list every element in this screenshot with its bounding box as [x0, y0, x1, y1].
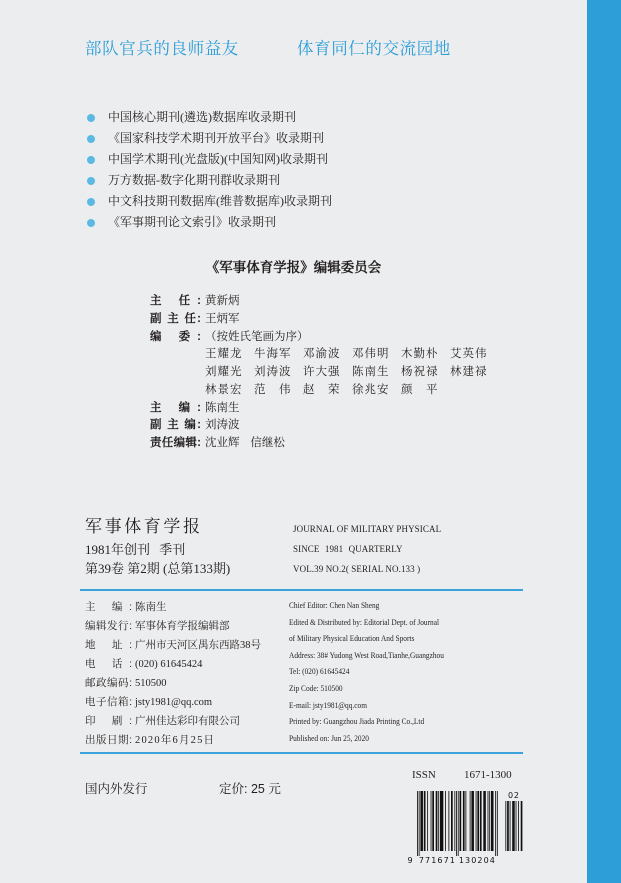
divider-rule	[80, 589, 523, 591]
barcode-bar	[448, 791, 449, 851]
barcode-bar	[454, 791, 455, 851]
barcode-bar	[518, 801, 519, 851]
barcode-bar	[480, 791, 482, 851]
imprint-en-line: Address: 38# Yudong West Road,Tianhe,Guangzhou	[289, 650, 444, 660]
committee-member-name: 牛海军	[254, 348, 291, 361]
imprint-value: 军事体育学报编辑部	[135, 621, 230, 632]
committee-responsible-editor-label: 责任编辑:	[150, 437, 201, 449]
slogan-left: 部队官兵的良师益友	[85, 40, 239, 58]
imprint-en-line: Edited & Distributed by: Editorial Dept. of Journal	[289, 617, 440, 627]
barcode-bar	[432, 791, 434, 851]
barcode-bar	[507, 801, 509, 851]
imprint-en-line: Published on: Jun 25, 2020	[289, 733, 369, 743]
committee-members-row	[150, 346, 499, 364]
barcode-bar	[465, 791, 466, 851]
imprint-row	[85, 636, 261, 655]
imprint-value: 广州佳达彩印有限公司	[135, 716, 240, 727]
barcode-bar	[491, 791, 494, 851]
imprint-row	[85, 712, 261, 731]
bullet-dot-icon	[87, 135, 95, 143]
committee-member-name: 杨祝禄	[401, 366, 438, 378]
committee-members-header-row	[150, 329, 499, 347]
barcode-guard-bar	[495, 791, 496, 856]
committee-member-name: 赵 荣	[303, 383, 340, 396]
imprint-label: 电子信箱:	[85, 696, 132, 708]
imprint-row	[85, 674, 261, 693]
imprint-row	[85, 693, 261, 712]
barcode-bar	[436, 791, 438, 851]
barcode-guard-bar	[456, 791, 457, 856]
committee-member-name: 颜 平	[401, 383, 438, 396]
committee-member-name: 徐兆安	[352, 383, 389, 396]
masthead-en-title: JOURNAL OF MILITARY PHYSICAL	[293, 524, 442, 534]
indexing-item-text: 万方数据-数字化期刊群收录期刊	[108, 173, 280, 187]
indexing-item	[87, 128, 332, 149]
barcode-bar	[510, 801, 511, 851]
barcode-bar	[420, 791, 423, 851]
imprint-value: 510500	[135, 678, 167, 689]
barcode-bar	[488, 791, 489, 851]
imprint-en-line: E-mail: jsty1981@qq.com	[289, 700, 367, 710]
barcode-bar	[427, 791, 428, 851]
barcode-digit-prefix: 9	[407, 856, 413, 865]
committee-deputy-chief-editor-label: 副 主 编:	[150, 419, 201, 432]
barcode-bar	[477, 791, 479, 851]
imprint-value: 陈南生	[135, 602, 167, 613]
barcode-bar	[463, 791, 465, 851]
editorial-committee	[150, 293, 499, 453]
masthead-cn-founded: 1981年创刊 季刊	[85, 542, 186, 557]
divider-rule	[80, 752, 523, 754]
committee-members-row	[150, 364, 499, 382]
committee-member-name: 林景宏	[205, 383, 242, 396]
committee-members-label: 编 委:	[150, 330, 201, 343]
barcode-addon-digits: 02	[508, 791, 520, 800]
barcode-bar	[424, 791, 426, 851]
imprint-label: 印 刷:	[85, 715, 132, 727]
barcode-guard-bar	[419, 791, 420, 856]
imprint-en-line: of Military Physical Education And Sports	[289, 634, 415, 644]
imprint-value: 广州市天河区禺东西路38号	[135, 640, 261, 651]
imprint-value: 2020年6月25日	[135, 735, 216, 746]
masthead-cn-issue: 第39卷 第2期 (总第133期)	[85, 561, 231, 576]
committee-members-row	[150, 382, 499, 400]
barcode-bar	[440, 791, 443, 851]
committee-member-name: 刘耀光	[205, 366, 242, 378]
committee-deputy-director-name: 王炳军	[205, 312, 240, 325]
barcode-bar	[471, 791, 474, 851]
committee-members-note: （按姓氏笔画为序）	[205, 330, 309, 343]
masthead-cn-title: 军事体育学报	[85, 517, 203, 536]
bullet-dot-icon	[87, 177, 95, 185]
barcode-bar	[451, 791, 453, 851]
barcode-bar	[445, 791, 446, 851]
imprint-row	[85, 617, 261, 636]
imprint-row	[85, 731, 261, 750]
barcode-bar	[476, 791, 477, 851]
committee-member-name: 木勤朴	[401, 348, 438, 361]
committee-deputy-chief-editor-row	[150, 417, 499, 435]
barcode-bar	[431, 791, 432, 851]
indexing-item-text: 《军事期刊论文索引》收录期刊	[108, 215, 277, 229]
barcode-bar	[521, 801, 523, 851]
imprint-label: 电 话:	[85, 658, 132, 670]
committee-chief-editor-label: 主 编:	[150, 401, 201, 414]
committee-member-name: 邓渝波	[303, 348, 340, 361]
imprint-en-line: Tel: (020) 61645424	[289, 667, 350, 677]
imprint-value: jsty1981@qq.com	[135, 697, 213, 708]
imprint-label: 出版日期:	[85, 734, 132, 746]
issn-barcode	[404, 786, 526, 868]
committee-director-row	[150, 293, 499, 311]
indexing-item	[87, 212, 332, 233]
imprint-label: 邮政编码:	[85, 677, 132, 689]
committee-title: 《军事体育学报》编辑委员会	[205, 260, 382, 275]
barcode-guard-bar	[458, 791, 459, 856]
distribution-note: 国内外发行	[85, 782, 148, 796]
imprint-en-line: Chief Editor: Chen Nan Sheng	[289, 601, 380, 610]
imprint-chinese	[85, 598, 261, 750]
imprint-row	[85, 598, 261, 617]
barcode-digits-left: 771671	[418, 856, 456, 865]
slogan-right: 体育同仁的交流园地	[297, 40, 451, 58]
committee-deputy-director-row	[150, 311, 499, 329]
barcode-bar	[489, 791, 490, 851]
indexing-item	[87, 107, 332, 128]
committee-member-name: 邓伟明	[352, 348, 389, 361]
committee-responsible-editor-row	[150, 435, 499, 453]
committee-member-name: 许大强	[303, 366, 340, 378]
indexing-item-text: 《国家科技学术期刊开放平台》收录期刊	[108, 131, 325, 145]
committee-member-name: 范 伟	[254, 383, 291, 396]
bullet-dot-icon	[87, 198, 95, 206]
committee-director-name: 黄新炳	[205, 295, 240, 307]
side-color-band	[587, 0, 621, 883]
price-label: 定价: 25 元	[219, 782, 281, 796]
imprint-en-line: Printed by: Guangzhou Jiada Printing Co.,Ltd	[289, 717, 425, 727]
indexing-item	[87, 170, 332, 191]
committee-member-name: 陈南生	[352, 366, 389, 378]
indexing-item	[87, 149, 332, 170]
imprint-row	[85, 655, 261, 674]
committee-deputy-director-label: 副 主 任:	[150, 312, 201, 325]
barcode-guard-bar	[417, 791, 418, 856]
committee-responsible-editor-names: 沈业辉 信继松	[205, 437, 285, 449]
committee-chief-editor-row	[150, 400, 499, 418]
masthead-en-founded: SINCE 1981 QUARTERLY	[293, 544, 403, 554]
committee-member-name: 艾英伟	[450, 348, 487, 361]
committee-director-label: 主 任:	[150, 295, 201, 307]
bullet-dot-icon	[87, 219, 95, 227]
committee-deputy-chief-editor-name: 刘涛波	[205, 419, 240, 432]
indexing-list	[87, 107, 332, 233]
barcode-bar	[438, 791, 439, 851]
masthead-en-issue: VOL.39 NO.2( SERIAL NO.133 )	[293, 564, 421, 574]
indexing-item-text: 中国核心期刊(遴选)数据库收录期刊	[108, 110, 296, 124]
imprint-label: 地 址:	[85, 639, 132, 651]
committee-member-name: 林建禄	[450, 366, 487, 378]
imprint-english	[289, 598, 444, 747]
indexing-item-text: 中国学术期刊(光盘版)(中国知网)收录期刊	[108, 152, 328, 166]
issn-number: 1671-1300	[464, 769, 512, 781]
imprint-label: 主 编:	[85, 601, 132, 613]
barcode-bar	[483, 791, 486, 851]
indexing-item	[87, 191, 332, 212]
barcode-bar	[505, 801, 506, 851]
issn-label: ISSN	[412, 769, 436, 781]
barcode-digits-right: 130204	[458, 856, 496, 865]
committee-chief-editor-name: 陈南生	[205, 401, 240, 414]
imprint-en-line: Zip Code: 510500	[289, 683, 343, 693]
committee-member-name: 刘涛波	[254, 366, 291, 378]
imprint-label: 编辑发行:	[85, 620, 132, 632]
barcode-bar	[516, 801, 517, 851]
indexing-item-text: 中文科技期刊数据库(维普数据库)收录期刊	[108, 194, 332, 208]
barcode-bar	[512, 801, 515, 851]
barcode-bar	[470, 791, 471, 851]
barcode-guard-bar	[497, 791, 498, 856]
barcode-bar	[460, 791, 462, 851]
bullet-dot-icon	[87, 156, 95, 164]
committee-member-name: 王耀龙	[205, 348, 242, 361]
imprint-value: (020) 61645424	[135, 659, 203, 670]
bullet-dot-icon	[87, 114, 95, 122]
